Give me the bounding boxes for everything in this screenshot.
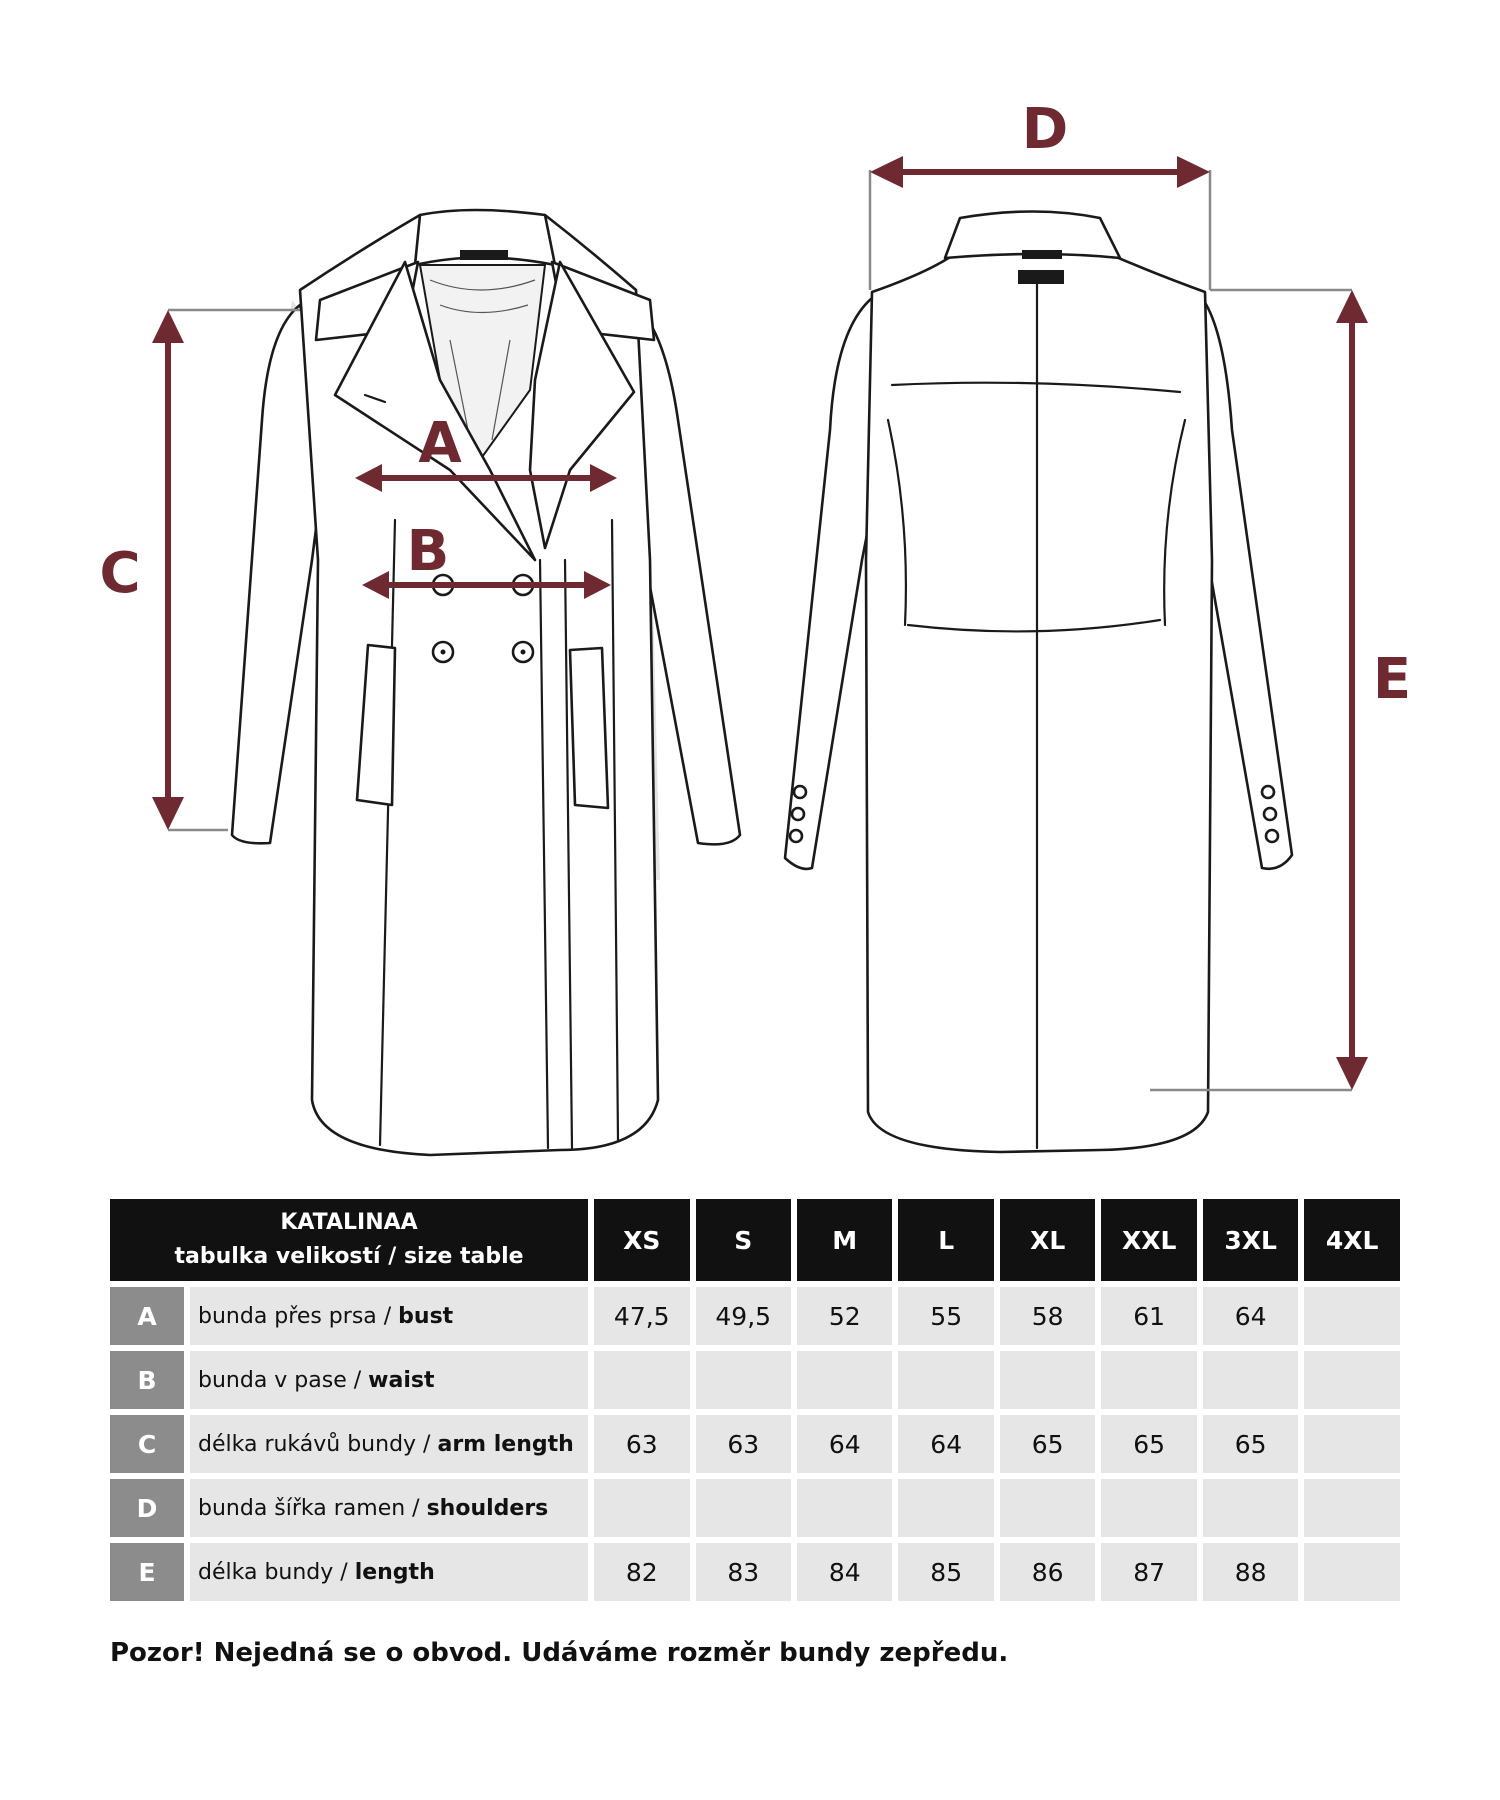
- row-label-cz: délka bundy /: [198, 1559, 355, 1585]
- table-cell: [1304, 1415, 1400, 1473]
- table-cell: [1304, 1287, 1400, 1345]
- size-header-xs: XS: [594, 1199, 689, 1281]
- table-cell: [898, 1479, 993, 1537]
- table-cell: [1304, 1479, 1400, 1537]
- size-table: [110, 1193, 1400, 1607]
- coat-front-view: [232, 210, 740, 1155]
- row-label: [190, 1351, 588, 1409]
- dimension-letter-d: D: [1021, 97, 1069, 162]
- row-label-cz: bunda v pase /: [198, 1367, 369, 1393]
- row-letter: D: [110, 1479, 184, 1537]
- table-cell: 83: [696, 1543, 791, 1601]
- table-cell: [797, 1351, 892, 1409]
- table-title-subtitle: tabulka velikostí / size table: [174, 1244, 524, 1269]
- table-cell: 84: [797, 1543, 892, 1601]
- table-row: [110, 1351, 1400, 1409]
- size-header-xl: XL: [1000, 1199, 1095, 1281]
- table-cell: 61: [1101, 1287, 1196, 1345]
- measurement-note: Pozor! Nejedná se o obvod. Udáváme rozměr bundy zepředu.: [110, 1638, 1009, 1668]
- table-cell: [1101, 1351, 1196, 1409]
- size-header-3xl: 3XL: [1203, 1199, 1298, 1281]
- table-cell: [1101, 1479, 1196, 1537]
- table-cell: [594, 1351, 689, 1409]
- table-cell: 47,5: [594, 1287, 689, 1345]
- row-label-en: bust: [398, 1303, 454, 1329]
- row-label-cz: bunda šířka ramen /: [198, 1495, 427, 1521]
- table-cell: 63: [594, 1415, 689, 1473]
- table-cell: [1000, 1479, 1095, 1537]
- table-cell: [1203, 1351, 1298, 1409]
- row-label-cz: bunda přes prsa /: [198, 1303, 399, 1329]
- dimension-letter-e: E: [1372, 647, 1412, 712]
- row-letter: C: [110, 1415, 184, 1473]
- table-cell: [898, 1351, 993, 1409]
- size-table-title: [110, 1199, 588, 1281]
- table-cell: 58: [1000, 1287, 1095, 1345]
- size-table-header-row: [110, 1199, 1400, 1281]
- table-cell: [1203, 1479, 1298, 1537]
- dimension-letter-b: B: [406, 519, 450, 584]
- table-row: [110, 1479, 1400, 1537]
- table-row: [110, 1415, 1400, 1473]
- size-table-body: [110, 1287, 1400, 1601]
- row-letter: E: [110, 1543, 184, 1601]
- table-cell: 87: [1101, 1543, 1196, 1601]
- row-label-cz: délka rukávů bundy /: [198, 1431, 438, 1457]
- coat-back-view: [785, 212, 1292, 1153]
- size-table-grid: [104, 1193, 1406, 1607]
- row-letter: B: [110, 1351, 184, 1409]
- row-label: [190, 1415, 588, 1473]
- table-cell: [594, 1479, 689, 1537]
- table-cell: 88: [1203, 1543, 1298, 1601]
- row-letter: A: [110, 1287, 184, 1345]
- table-cell: [1304, 1351, 1400, 1409]
- table-title-product: KATALINAA: [280, 1210, 418, 1235]
- table-row: [110, 1543, 1400, 1601]
- table-cell: 85: [898, 1543, 993, 1601]
- dimension-letter-a: A: [418, 411, 462, 476]
- table-cell: 82: [594, 1543, 689, 1601]
- size-header-xxl: XXL: [1101, 1199, 1196, 1281]
- table-row: [110, 1287, 1400, 1345]
- table-cell: 65: [1203, 1415, 1298, 1473]
- table-cell: 49,5: [696, 1287, 791, 1345]
- size-header-m: M: [797, 1199, 892, 1281]
- row-label: [190, 1479, 588, 1537]
- table-cell: [696, 1479, 791, 1537]
- table-cell: [1000, 1351, 1095, 1409]
- table-cell: [797, 1479, 892, 1537]
- row-label-en: length: [354, 1559, 435, 1585]
- size-header-4xl: 4XL: [1304, 1199, 1400, 1281]
- dimension-letter-c: C: [99, 541, 141, 606]
- row-label-en: shoulders: [426, 1495, 549, 1521]
- row-label-en: arm length: [437, 1431, 574, 1457]
- table-cell: 86: [1000, 1543, 1095, 1601]
- table-cell: 52: [797, 1287, 892, 1345]
- table-cell: [1304, 1543, 1400, 1601]
- table-cell: 55: [898, 1287, 993, 1345]
- table-cell: 65: [1000, 1415, 1095, 1473]
- table-cell: [696, 1351, 791, 1409]
- size-header-s: S: [696, 1199, 791, 1281]
- size-header-l: L: [898, 1199, 993, 1281]
- table-cell: 63: [696, 1415, 791, 1473]
- table-cell: 65: [1101, 1415, 1196, 1473]
- row-label: [190, 1287, 588, 1345]
- row-label: [190, 1543, 588, 1601]
- row-label-en: waist: [368, 1367, 435, 1393]
- table-cell: 64: [797, 1415, 892, 1473]
- table-cell: 64: [1203, 1287, 1298, 1345]
- table-cell: 64: [898, 1415, 993, 1473]
